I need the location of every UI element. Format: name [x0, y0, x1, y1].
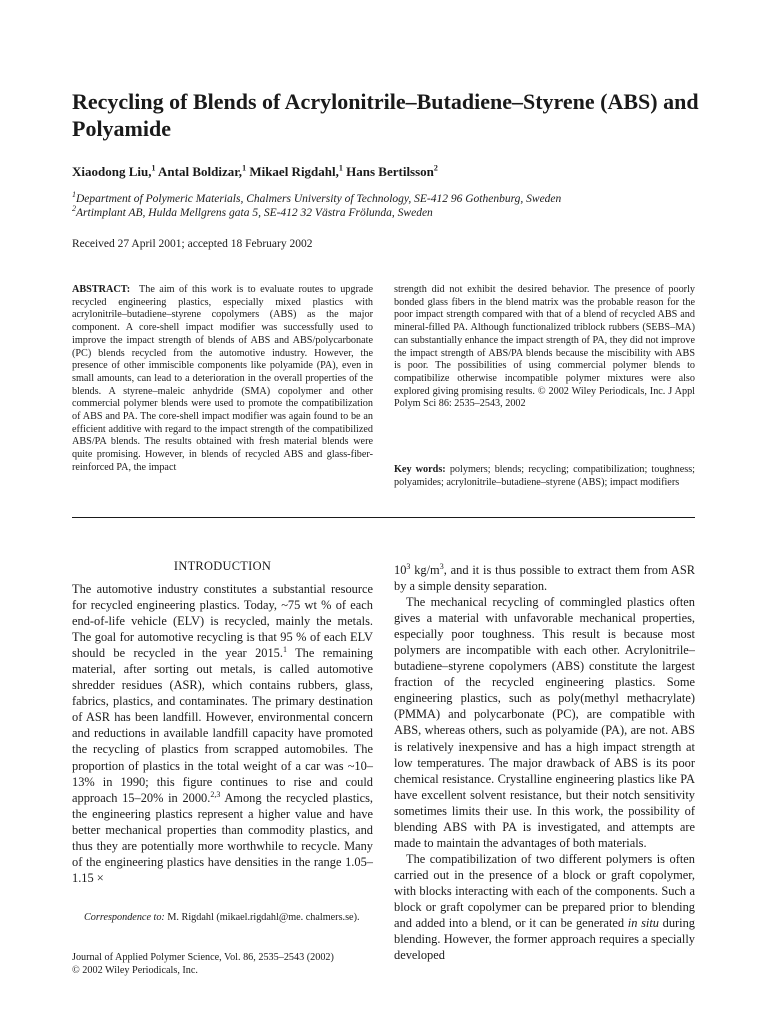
correspondence-footnote: [72, 912, 373, 925]
intro-paragraph: [394, 851, 695, 963]
text-run: during blending. However, the former approach requires a specially developed: [394, 916, 695, 963]
citation: 2,3: [210, 789, 221, 799]
superscript: 3: [439, 561, 444, 571]
paper-title: Recycling of Blends of Acrylonitrile–Butadiene–Styrene (ABS) and Polyamide: [72, 89, 699, 141]
text-run: The remaining material, after sorting out metals, is called automotive shredder residues (ASR), which contains rubbers, glass, fabrics, plastics, and contaminates. The primary destination of ASR has been landfill. However, environmental concern and reductions in available landfill capacity have promoted the recycling of plastics from scrapped automobiles. The proportion of plastics in the total weight of a car was ~10–13% in 1990; this figure continues to rise and could approach 15–20% in 2000.: [72, 646, 373, 805]
affiliation-text: Artimplant AB, Hulda Mellgrens gata 5, SE-412 32 Västra Frölunda, Sweden: [76, 207, 433, 219]
affiliation-2: [72, 206, 712, 220]
author-name: Hans Bertilsson: [346, 164, 434, 179]
text-run: 10: [394, 563, 407, 577]
intro-paragraph: The mechanical recycling of commingled plastics often gives a material with unfavorable mechanical properties, especially poor toughness. This result is because most polymers are incompatible with each other. Acrylonitrile–butadiene–styrene copolymers (ABS) constitute the largest fraction of the recycled engineering plastics. Some engineering plastics, such as poly(methyl methacrylate) (PMMA) and polycarbonate (PC), are compatible with ABS, whereas others, such as polyamide (PA), are not. ABS is relatively inexpensive and has a high impact strength at low temperatures. The major drawback of ABS is its poor chemical resistance. Crystalline engineering plastics like PA have excellent solvent resistance, but their notch sensitivity sometimes limits their use. In this work, the possibility of blending ABS with PA is investigated, and attempts are made to maintain the advantages of both materials.: [394, 595, 695, 850]
text-run: , and it is thus possible to extract them from ASR by a simple density separation.: [394, 563, 695, 594]
affiliation-text: Department of Polymeric Materials, Chalmers University of Technology, SE-412 96 Gothenburg, Sweden: [76, 193, 562, 205]
section-divider: [72, 517, 695, 518]
received-dates: Received 27 April 2001; accepted 18 February 2002: [72, 238, 313, 250]
abstract-right-column: strength did not exhibit the desired behavior. The presence of poorly bonded glass fibers in the blend matrix was the probable reason for the poor impact strength compared with that of a blend of recycled ABS and mineral-filled PA. Although functionalized triblock rubbers (SEBS–MA) can substantially enhance the impact strength of PA, they did not improve the impact strength of ABS/PA blends because the miscibility with ABS is poor. The possibilities of using commercial polymer blends to compatibilize otherwise incompatible polymer mixtures were also explored giving promising results. © 2002 Wiley Periodicals, Inc. J Appl Polym Sci 86: 2535–2543, 2002: [394, 284, 695, 410]
italic-term: in situ: [627, 916, 659, 931]
copyright: © 2002 Wiley Periodicals, Inc.: [72, 964, 198, 976]
author-name: Xiaodong Liu,: [72, 164, 152, 179]
keywords-label: Key words:: [394, 464, 446, 475]
journal-footnote: [72, 952, 373, 977]
superscript: 3: [406, 561, 411, 571]
affiliation-marker: 1: [338, 163, 343, 173]
keywords: [394, 464, 695, 489]
intro-left-column: [72, 581, 373, 886]
correspondence-label: Correspondence to:: [84, 912, 165, 923]
keywords-text: polymers; blends; recycling; compatibilization; toughness; polyamides; acrylonitrile–butadiene–styrene (ABS); impact modifiers: [394, 464, 695, 488]
intro-right-column: [394, 562, 695, 963]
correspondence-text: M. Rigdahl (mikael.rigdahl@me. chalmers.se).: [164, 912, 360, 923]
affiliation-marker: 2: [433, 163, 438, 173]
text-run: kg/m: [410, 563, 440, 577]
text-run: The automotive industry constitutes a substantial resource for recycled engineering plastics. Today, ~75 wt % of each end-of-life vehicle (ELV) is recycled, mainly the metals. The goal for automotive recycling is that 95 % of each ELV should be recycled in the year 2015.: [72, 582, 373, 661]
abstract-left-column: [72, 284, 373, 475]
affiliation-marker: 1: [151, 163, 156, 173]
text-run: Among the recycled plastics, the engineering plastics represent a higher value and have better mechanical properties than commodity plastics, and thus they are potentially more worthwhile to recycle. Many of the engineering plastics have densities in the range 1.05–1.15 ×: [72, 790, 374, 885]
author-name: Mikael Rigdahl,: [249, 164, 339, 179]
journal-citation: Journal of Applied Polymer Science, Vol. 86, 2535–2543 (2002): [72, 952, 334, 963]
text-run: The compatibilization of two different polymers is often carried out in the presence of a block or graft copolymer, with blocks interacting with each of the components. Such a block or graft copolymer can be prepared prior to blending and added into a blend, or it can be generated: [394, 851, 695, 931]
abstract-text-left: The aim of this work is to evaluate routes to upgrade recycled engineering plastics, especially mixed plastics with acrylonitrile–butadiene–styrene copolymers (ABS) as the major component. A core-shell impact modifier was successfully used to improve the impact strength of blends of ABS and ABS/polycarbonate (PC) blends recycled from the automotive industry. However, the presence of other immiscible components like polyamide (PA), even in small amounts, can lead to a deterioration in the overall properties of the blends. A styrene–maleic anhydride (SMA) copolymer and other commercial polymer blends were used to promote the compatibilization of ABS and PA. The core-shell impact modifier was again found to be an efficient additive with regard to the impact strength of the compatibilized ABS/PA blends. The results obtained with fresh material blends were quite promising. However, in blends of recycled ABS and glass-fiber-reinforced PA, the impact: [72, 284, 373, 473]
author-list: [72, 164, 712, 180]
affiliation-1: [72, 192, 712, 206]
author-name: Antal Boldizar,: [158, 164, 243, 179]
citation: 1: [282, 645, 287, 655]
affiliation-number: 1: [72, 190, 76, 200]
intro-paragraph: [394, 562, 695, 594]
intro-paragraph: [72, 581, 373, 886]
affiliation-number: 2: [72, 204, 76, 214]
affiliation-marker: 1: [242, 163, 247, 173]
section-heading-introduction: INTRODUCTION: [173, 559, 272, 573]
abstract-label: ABSTRACT:: [72, 284, 131, 295]
